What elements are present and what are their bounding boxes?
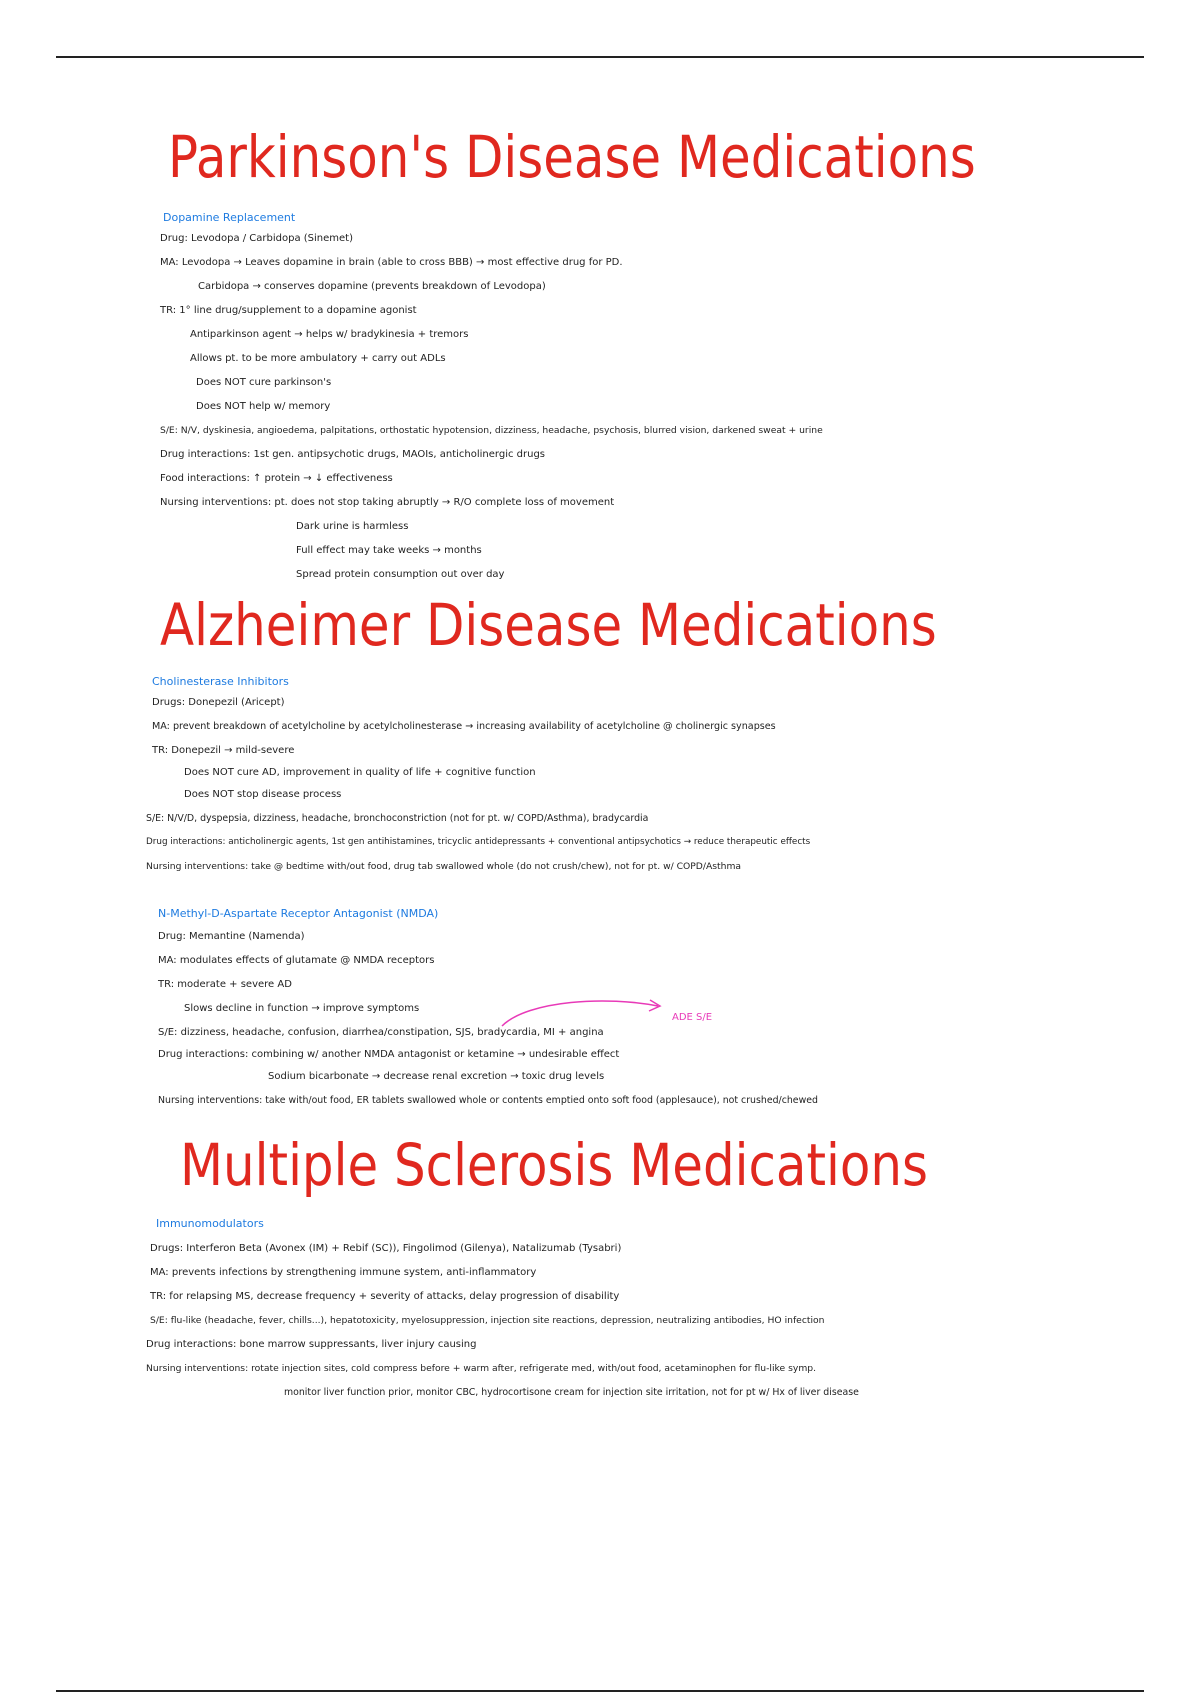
alzheimer-line-7: Drug interactions: anticholinergic agents, 1st gen antihistamines, tricyclic antidepressants + conventional antipsychotics → reduce therapeutic effects [146,837,811,847]
alzheimer-line-4: Does NOT cure AD, improvement in quality of life + cognitive function [184,767,536,778]
parkinsons-line-3: Carbidopa → conserves dopamine (prevents breakdown of Levodopa) [198,281,546,292]
nmda-line-1: Drug: Memantine (Namenda) [158,931,305,942]
alzheimer-line-1: Drugs: Donepezil (Aricept) [152,697,285,708]
parkinsons-line-13: Dark urine is harmless [296,521,409,532]
ms-line-6: Nursing interventions: rotate injection sites, cold compress before + warm after, refrigerate med, with/out food, acetaminophen for flu-like symp. [146,1363,817,1374]
bottom-rule [56,1690,1144,1692]
ms-title: Multiple Sclerosis Medications [180,1131,929,1199]
parkinsons-line-15: Spread protein consumption out over day [296,569,505,580]
nmda-line-7: Sodium bicarbonate → decrease renal excretion → toxic drug levels [268,1071,605,1082]
ms-line-3: TR: for relapsing MS, decrease frequency + severity of attacks, delay progression of disability [150,1291,620,1302]
alzheimer-line-8: Nursing interventions: take @ bedtime with/out food, drug tab swallowed whole (do not crush/chew), not for pt. w/ COPD/Asthma [146,861,742,872]
parkinsons-subhead: Dopamine Replacement [163,211,296,224]
parkinsons-line-4: TR: 1° line drug/supplement to a dopamine agonist [160,305,417,316]
alzheimer-line-2: MA: prevent breakdown of acetylcholine by acetylcholinesterase → increasing availability of acetylcholine @ cholinergic synapses [152,721,776,732]
parkinsons-line-10: Drug interactions: 1st gen. antipsychotic drugs, MAOIs, anticholinergic drugs [160,449,546,460]
parkinsons-line-11: Food interactions: ↑ protein → ↓ effectiveness [160,473,393,484]
nmda-line-3: TR: moderate + severe AD [158,979,292,990]
ade-annotation: ADE S/E [672,1012,713,1023]
parkinsons-line-9: S/E: N/V, dyskinesia, angioedema, palpitations, orthostatic hypotension, dizziness, headache, psychosis, blurred vision, darkened sweat + urine [160,425,823,436]
parkinsons-line-8: Does NOT help w/ memory [196,401,331,412]
parkinsons-line-6: Allows pt. to be more ambulatory + carry out ADLs [190,353,446,364]
ms-line-1: Drugs: Interferon Beta (Avonex (IM) + Rebif (SC)), Fingolimod (Gilenya), Natalizumab (Tysabri) [150,1243,622,1254]
ms-line-7: monitor liver function prior, monitor CBC, hydrocortisone cream for injection site irritation, not for pt w/ Hx of liver disease [284,1387,859,1398]
nmda-line-6: Drug interactions: combining w/ another NMDA antagonist or ketamine → undesirable effect [158,1049,620,1060]
alzheimer-line-5: Does NOT stop disease process [184,789,342,800]
nmda-line-2: MA: modulates effects of glutamate @ NMDA receptors [158,955,435,966]
alzheimer-title: Alzheimer Disease Medications [160,591,937,659]
ms-line-4: S/E: flu-like (headache, fever, chills...), hepatotoxicity, myelosuppression, injection site reactions, depression, neutralizing antibodies, HO infection [150,1315,825,1326]
arrow-annotation-icon [498,996,678,1036]
parkinsons-line-14: Full effect may take weeks → months [296,545,482,556]
top-rule [56,56,1144,58]
ms-subhead: Immunomodulators [156,1217,264,1230]
alzheimer-line-6: S/E: N/V/D, dyspepsia, dizziness, headache, bronchoconstriction (not for pt. w/ COPD/Asthma), bradycardia [146,813,649,824]
alzheimer-line-3: TR: Donepezil → mild-severe [152,745,295,756]
ms-line-2: MA: prevents infections by strengthening immune system, anti-inflammatory [150,1267,537,1278]
parkinsons-line-2: MA: Levodopa → Leaves dopamine in brain (able to cross BBB) → most effective drug for PD. [160,257,623,268]
parkinsons-title: Parkinson's Disease Medications [168,123,976,191]
nmda-line-8: Nursing interventions: take with/out food, ER tablets swallowed whole or contents emptied onto soft food (applesauce), not crushed/chewed [158,1095,818,1106]
nmda-subhead: N-Methyl-D-Aspartate Receptor Antagonist (NMDA) [158,907,439,920]
nmda-line-4: Slows decline in function → improve symptoms [184,1003,420,1014]
parkinsons-line-12: Nursing interventions: pt. does not stop taking abruptly → R/O complete loss of movement [160,497,615,508]
parkinsons-line-5: Antiparkinson agent → helps w/ bradykinesia + tremors [190,329,469,340]
ms-line-5: Drug interactions: bone marrow suppressants, liver injury causing [146,1339,477,1350]
parkinsons-line-7: Does NOT cure parkinson's [196,377,332,388]
parkinsons-line-1: Drug: Levodopa / Carbidopa (Sinemet) [160,233,353,244]
alzheimer-subhead: Cholinesterase Inhibitors [152,675,289,688]
nmda-line-5: S/E: dizziness, headache, confusion, diarrhea/constipation, SJS, bradycardia, MI + angina [158,1027,604,1038]
